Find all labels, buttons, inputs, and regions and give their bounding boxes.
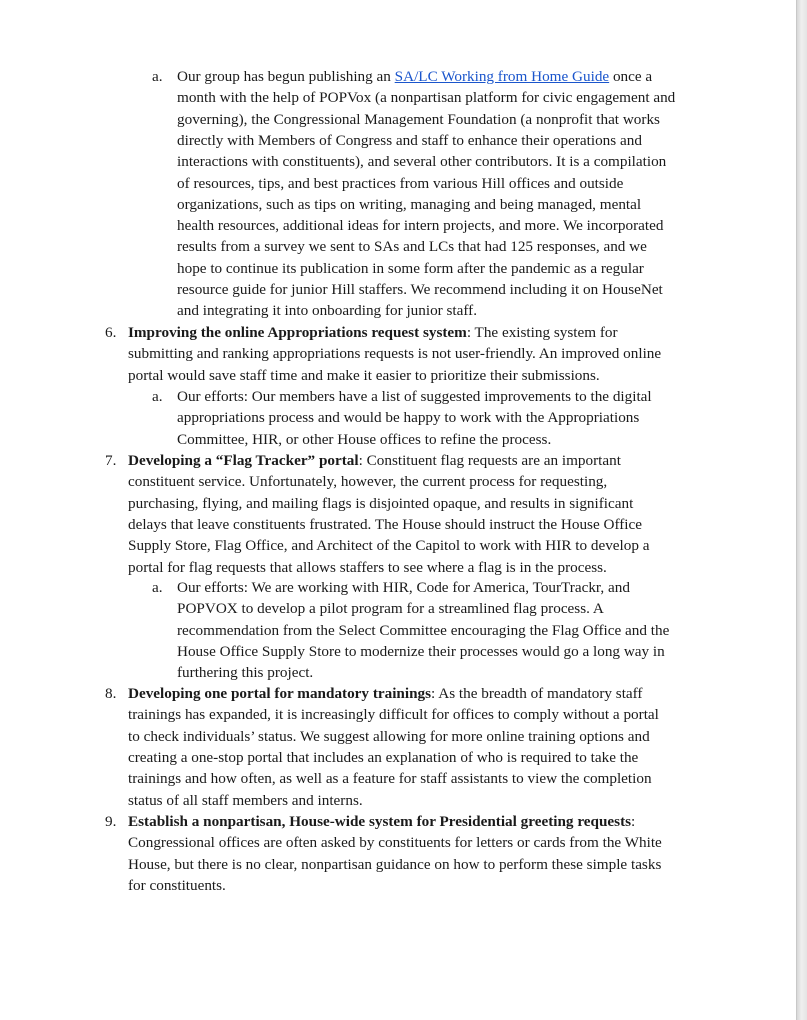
text-line: interactions with constituents), and several other contributors. It is a compilation xyxy=(177,153,667,171)
guide-link[interactable]: SA/LC Working from Home Guide xyxy=(394,68,610,85)
inline-text: : xyxy=(631,813,636,830)
text-line: organizations, such as tips on writing, managing and being managed, mental xyxy=(177,195,642,213)
list-marker: 6. xyxy=(105,324,117,341)
inline-text: once a xyxy=(609,68,653,85)
scrollbar-edge[interactable] xyxy=(796,0,807,1020)
text-line: POPVOX to develop a pilot program for a streamlined flag process. A xyxy=(177,600,604,618)
inline-text: Our group has begun publishing an xyxy=(177,68,395,85)
text-line: for constituents. xyxy=(128,876,226,894)
text-line xyxy=(177,67,652,87)
text-line: governing), the Congressional Management Foundation (a nonprofit that works xyxy=(177,110,660,128)
text-line xyxy=(128,451,621,471)
text-line: hope to continue its publication in some form after the pandemic as a regular xyxy=(177,259,644,277)
inline-text: : The existing system for xyxy=(466,324,618,341)
text-line: status of all staff members and interns. xyxy=(128,791,363,809)
list-marker: 7. xyxy=(105,452,117,469)
text-line: House, but there is no clear, nonpartisan guidance on how to perform these simple tasks xyxy=(128,855,662,873)
text-line: Supply Store, Flag Office, and Architect of the Capitol to work with HIR to develop a xyxy=(128,537,650,555)
list-marker: a. xyxy=(152,579,163,596)
text-line: creating a one-stop portal that includes an explanation of who is required to take the xyxy=(128,748,639,766)
text-line: month with the help of POPVox (a nonpartisan platform for civic engagement and xyxy=(177,89,676,107)
list-marker: a. xyxy=(152,68,163,85)
list-marker: 9. xyxy=(105,813,117,830)
text-line: Committee, HIR, or other House offices to refine the process. xyxy=(177,430,552,448)
text-line: resource guide for junior Hill staffers. We recommend including it on HouseNet xyxy=(177,281,663,298)
text-line: directly with Members of Congress and staff to enhance their operations and xyxy=(177,131,642,149)
text-line xyxy=(128,323,618,343)
heading-text: Improving the online Appropriations request system xyxy=(128,324,467,341)
text-line: trainings and how often, as well as a feature for staff assistants to view the completion xyxy=(128,770,652,788)
list-marker: 8. xyxy=(105,685,117,702)
text-line: portal for flag requests that allows staffers to see where a flag is in the process. xyxy=(128,558,607,576)
heading-text: Developing a “Flag Tracker” portal xyxy=(128,452,359,469)
text-line: furthering this project. xyxy=(177,664,314,682)
text-line: health resources, additional ideas for intern projects, and more. We incorporated xyxy=(177,217,664,235)
text-line: of resources, tips, and best practices from various Hill offices and outside xyxy=(177,174,624,192)
text-line: submitting and ranking appropriations requests is not user-friendly. An improved online xyxy=(128,345,662,363)
text-line: Our efforts: Our members have a list of suggested improvements to the digital xyxy=(177,388,652,405)
text-line: recommendation from the Select Committee encouraging the Flag Office and the xyxy=(177,621,670,639)
inline-text: : Constituent flag requests are an important xyxy=(358,452,621,469)
text-line: results from a survey we sent to SAs and LCs that had 125 responses, and we xyxy=(177,238,647,256)
text-line: purchasing, flying, and mailing flags is disjointed opaque, and results in significant xyxy=(128,494,634,512)
text-line: Our efforts: We are working with HIR, Code for America, TourTrackr, and xyxy=(177,579,630,596)
text-line: delays that leave constituents frustrated. The House should instruct the House Office xyxy=(128,515,642,533)
heading-text: Establish a nonpartisan, House-wide system for Presidential greeting requests xyxy=(128,813,632,830)
list-marker: a. xyxy=(152,388,163,405)
text-line: trainings has expanded, it is increasingly difficult for offices to comply without a portal xyxy=(128,706,659,724)
text-line: and integrating it into onboarding for junior staff. xyxy=(177,302,478,320)
text-line: portal would save staff time and make it easier to prioritize their submissions. xyxy=(128,366,600,384)
inline-text: : As the breadth of mandatory staff xyxy=(431,685,643,702)
text-line: to check individuals’ status. We suggest allowing for more online training options and xyxy=(128,727,650,745)
text-line: constituent service. Unfortunately, however, the current process for requesting, xyxy=(128,473,608,491)
text-line: appropriations process and would be happy to work with the Appropriations xyxy=(177,409,640,427)
text-line: House Office Supply Store to modernize their processes would go a long way in xyxy=(177,642,665,660)
text-line xyxy=(128,684,643,704)
heading-text: Developing one portal for mandatory trainings xyxy=(128,685,432,702)
text-line xyxy=(128,812,635,832)
text-line: Congressional offices are often asked by constituents for letters or cards from the White xyxy=(128,834,662,852)
